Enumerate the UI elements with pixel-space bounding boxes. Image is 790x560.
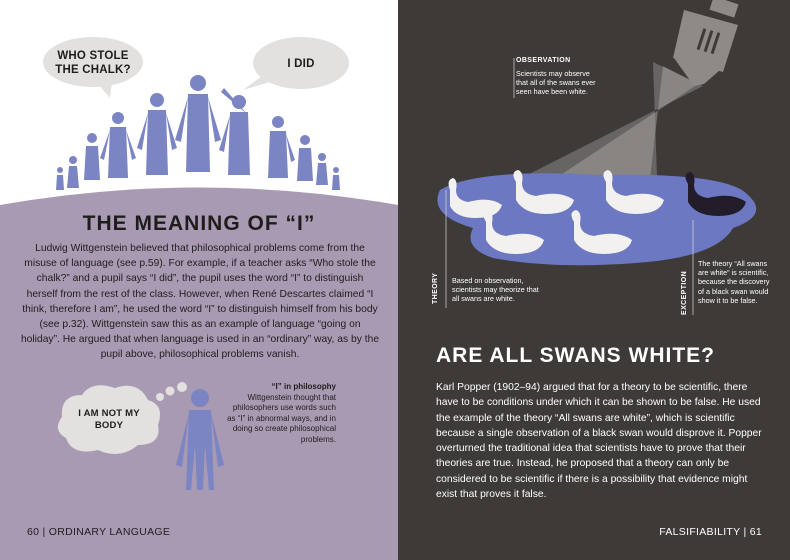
footer-left: 60 | ORDINARY LANGUAGE <box>27 526 171 538</box>
body-text-left: Ludwig Wittgenstein believed that philosophical problems come from the misuse of language (see p.59). For example, if a teacher asks “Who stole the chalk?” and a pupil says “I did”, the pupil uses the word “I” to distinguish herself from the rest of the class. However, when René Descartes claimed “I think, therefore I am”, he used the word “I” to distinguish himself from his body (see p.32). Wittgenstein saw this as an example of language “going on holiday”. He argued that when language is used in an “ordinary” way, as by the pupil above, philosophical problems vanish. <box>20 243 380 361</box>
observation-label: OBSERVATION <box>516 57 571 64</box>
exception-text: The theory “All swans are white” is scientific, because the discovery of a black swan would show it to be false. <box>698 259 770 305</box>
bubble-who-text: WHO STOLE THE CHALK? <box>55 50 131 77</box>
sidebar-heading: “I” in philosophy <box>271 382 336 391</box>
person-figure <box>84 133 100 180</box>
person-figure <box>297 135 313 181</box>
sidebar-text: Wittgenstein thought that philosophers use words such as “I” in abnormal ways, and in doing so create philosophical problems. <box>227 392 336 444</box>
body-text-right: Karl Popper (1902–94) argued that for a theory to be scientific, there have to be conditions under which it can be shown to be false. He used the example of the theory “All swans are white”, which is scientific because a single observation of a black swan would disprove it. Popper overturned the traditional idea that scientists have to prove that their theories are true. Instead, he proposed that a theory can only be considered to be scientific if there is a possibility that evidence might exist that proves it false. <box>436 382 762 501</box>
bubble-idid-text: I DID <box>287 58 315 70</box>
footer-right: FALSIFIABILITY | 61 <box>659 526 762 538</box>
person-figure <box>100 112 136 178</box>
lamp-icon <box>673 0 739 86</box>
person-figure <box>316 153 328 185</box>
person-figure <box>137 93 177 175</box>
theory-text: Based on observation, scientists may theorize that all swans are white. <box>452 276 539 304</box>
theory-label: THEORY <box>432 272 439 304</box>
sidebar-i-in-philosophy <box>226 382 336 446</box>
exception-label: EXCEPTION <box>681 270 688 315</box>
person-figure <box>268 116 295 178</box>
person-figure <box>56 167 64 190</box>
person-figure <box>67 156 79 188</box>
page-title-right: ARE ALL SWANS WHITE? <box>436 344 715 367</box>
person-figure-raised-arm <box>219 88 250 175</box>
crowd-figures <box>56 75 340 190</box>
thought-bubble-text: I AM NOT MY BODY <box>78 408 140 431</box>
observation-text: Scientists may observe that all of the swans ever seen have been white. <box>516 69 596 97</box>
right-page <box>398 0 790 560</box>
page-title-left: THE MEANING OF “I” <box>82 212 316 235</box>
person-figure <box>332 167 340 190</box>
person-figure <box>175 75 221 172</box>
